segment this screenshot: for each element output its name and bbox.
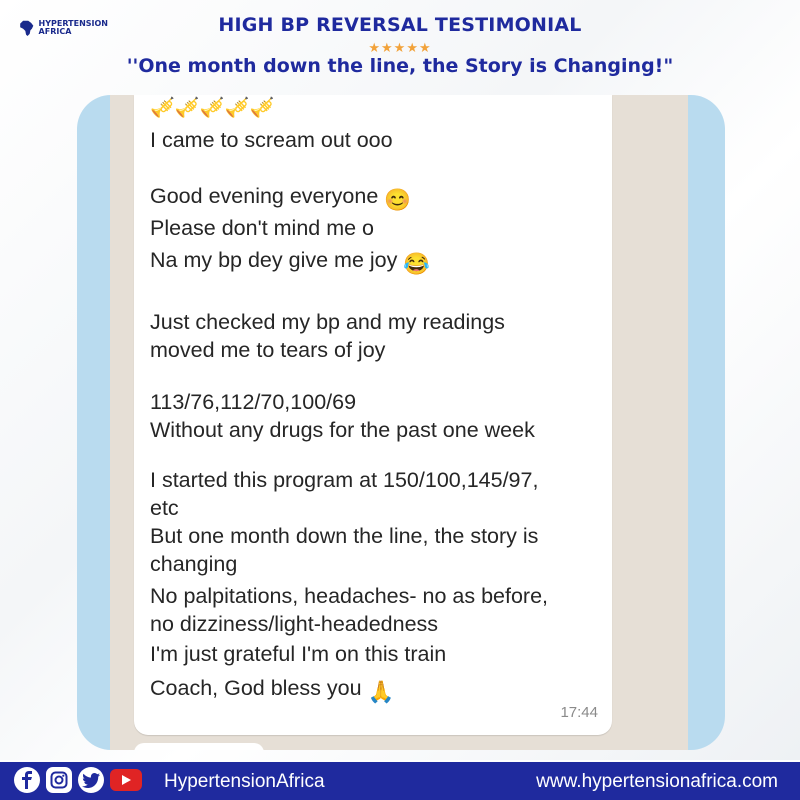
pray-emoji-icon: 🙏 — [367, 680, 395, 704]
phone-frame — [77, 95, 725, 750]
page-subtitle: ''One month down the line, the Story is Changing!" — [126, 55, 674, 77]
logo-text-top: HYPERTENSION — [38, 19, 108, 28]
social-handle: HypertensionAfrica — [164, 771, 325, 792]
message-text — [150, 95, 610, 704]
message-line: I'm just grateful I'm on this train — [150, 642, 447, 666]
message-line: changing — [150, 552, 238, 576]
smile-emoji-icon: 😊 — [384, 188, 412, 212]
logo-text-bottom: AFRICA — [38, 27, 72, 36]
message-line: No palpitations, headaches- no as before, — [150, 584, 549, 608]
message-line-text: Coach, God bless you — [150, 676, 362, 700]
instagram-icon[interactable] — [46, 767, 72, 793]
rating-stars: ★★★★★ — [368, 40, 432, 55]
next-message-bubble — [134, 743, 264, 750]
message-line: I started this program at 150/100,145/97, — [150, 468, 539, 492]
page-title: HIGH BP REVERSAL TESTIMONIAL — [218, 14, 582, 36]
website-link[interactable]: www.hypertensionafrica.com — [536, 771, 778, 792]
trumpet-emojis: 🎺🎺🎺🎺🎺 — [150, 97, 275, 119]
message-line — [150, 183, 610, 212]
message-bubble-body — [134, 95, 612, 735]
header — [0, 0, 800, 90]
message-line-text: Na my bp dey give me joy — [150, 248, 398, 272]
facebook-icon[interactable] — [14, 767, 40, 793]
social-links — [14, 767, 142, 793]
message-line: etc — [150, 496, 179, 520]
youtube-icon[interactable] — [110, 769, 142, 791]
message-line — [150, 247, 610, 276]
message-line: Please don't mind me o — [150, 216, 375, 240]
message-line: 113/76,112/70,100/69 — [150, 390, 357, 414]
message-bubble — [134, 95, 692, 735]
message-timestamp: 17:44 — [560, 704, 598, 721]
message-line-text: Good evening everyone — [150, 184, 379, 208]
laugh-emoji-icon: 😂 — [403, 252, 431, 276]
footer — [0, 762, 800, 800]
twitter-icon[interactable] — [78, 767, 104, 793]
message-line: moved me to tears of joy — [150, 338, 386, 362]
message-line: Just checked my bp and my readings — [150, 310, 505, 334]
message-line: I came to scream out ooo — [150, 128, 393, 152]
message-line: Without any drugs for the past one week — [150, 418, 535, 442]
message-line: But one month down the line, the story is — [150, 524, 539, 548]
message-line — [150, 675, 610, 704]
message-line: no dizziness/light-headedness — [150, 612, 439, 636]
